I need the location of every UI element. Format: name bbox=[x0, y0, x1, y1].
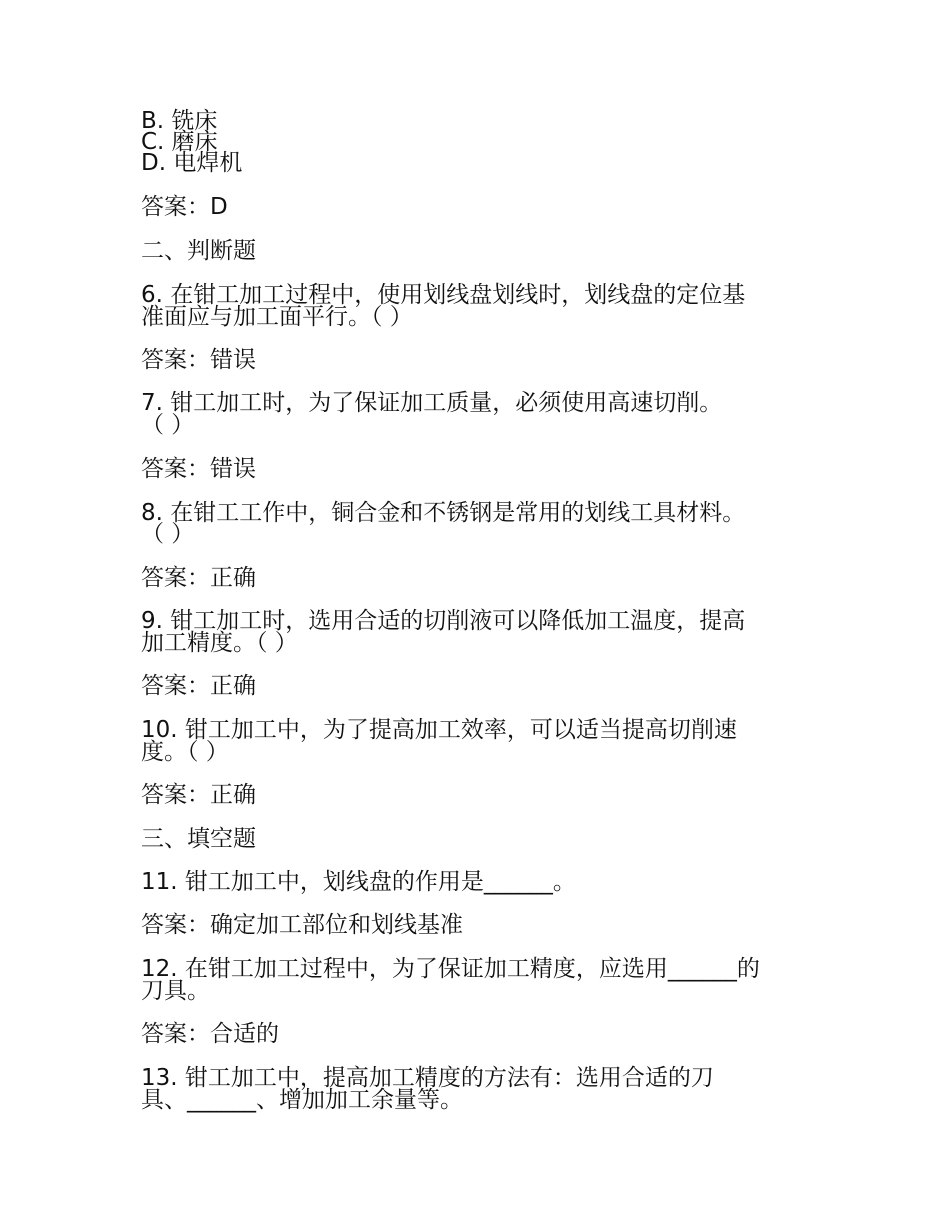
question-7-line-2: （ ） bbox=[141, 412, 195, 438]
answer-12: 答案：合适的 bbox=[141, 1021, 279, 1047]
question-10-line-2: 度。（ ） bbox=[141, 739, 229, 765]
question-8-line-1: 8. 在钳工工作中，铜合金和不锈钢是常用的划线工具材料。 bbox=[141, 500, 746, 526]
option-c: C. 磨床 bbox=[141, 129, 218, 155]
answer-5: 答案：D bbox=[141, 194, 228, 220]
option-b: B. 铣床 bbox=[141, 108, 218, 134]
question-12-line-1: 12. 在钳工加工过程中，为了保证加工精度，应选用______的 bbox=[141, 956, 760, 982]
question-6-line-1: 6. 在钳工加工过程中，使用划线盘划线时，划线盘的定位基 bbox=[141, 282, 746, 308]
answer-9: 答案：正确 bbox=[141, 673, 256, 699]
answer-10: 答案：正确 bbox=[141, 782, 256, 808]
question-13-line-2: 具、______、增加加工余量等。 bbox=[141, 1087, 463, 1113]
question-10-line-1: 10. 钳工加工中，为了提高加工效率，可以适当提高切削速 bbox=[141, 717, 737, 743]
answer-6: 答案：错误 bbox=[141, 347, 256, 373]
section-heading-fill-in: 三、填空题 bbox=[141, 826, 256, 852]
answer-11: 答案：确定加工部位和划线基准 bbox=[141, 912, 463, 938]
question-12-line-2: 刀具。 bbox=[141, 978, 210, 1004]
question-6-line-2: 准面应与加工面平行。（ ） bbox=[141, 304, 413, 330]
question-13-line-1: 13. 钳工加工中，提高加工精度的方法有：选用合适的刀 bbox=[141, 1065, 714, 1091]
question-9-line-2: 加工精度。（ ） bbox=[141, 630, 298, 656]
section-heading-judgment: 二、判断题 bbox=[141, 238, 256, 264]
answer-8: 答案：正确 bbox=[141, 565, 256, 591]
question-9-line-1: 9. 钳工加工时，选用合适的切削液可以降低加工温度，提高 bbox=[141, 608, 746, 634]
question-8-line-2: （ ） bbox=[141, 521, 195, 547]
option-d: D. 电焊机 bbox=[141, 150, 243, 176]
question-11-line-1: 11. 钳工加工中，划线盘的作用是______。 bbox=[141, 869, 576, 895]
answer-7: 答案：错误 bbox=[141, 456, 256, 482]
question-7-line-1: 7. 钳工加工时，为了保证加工质量，必须使用高速切削。 bbox=[141, 390, 723, 416]
